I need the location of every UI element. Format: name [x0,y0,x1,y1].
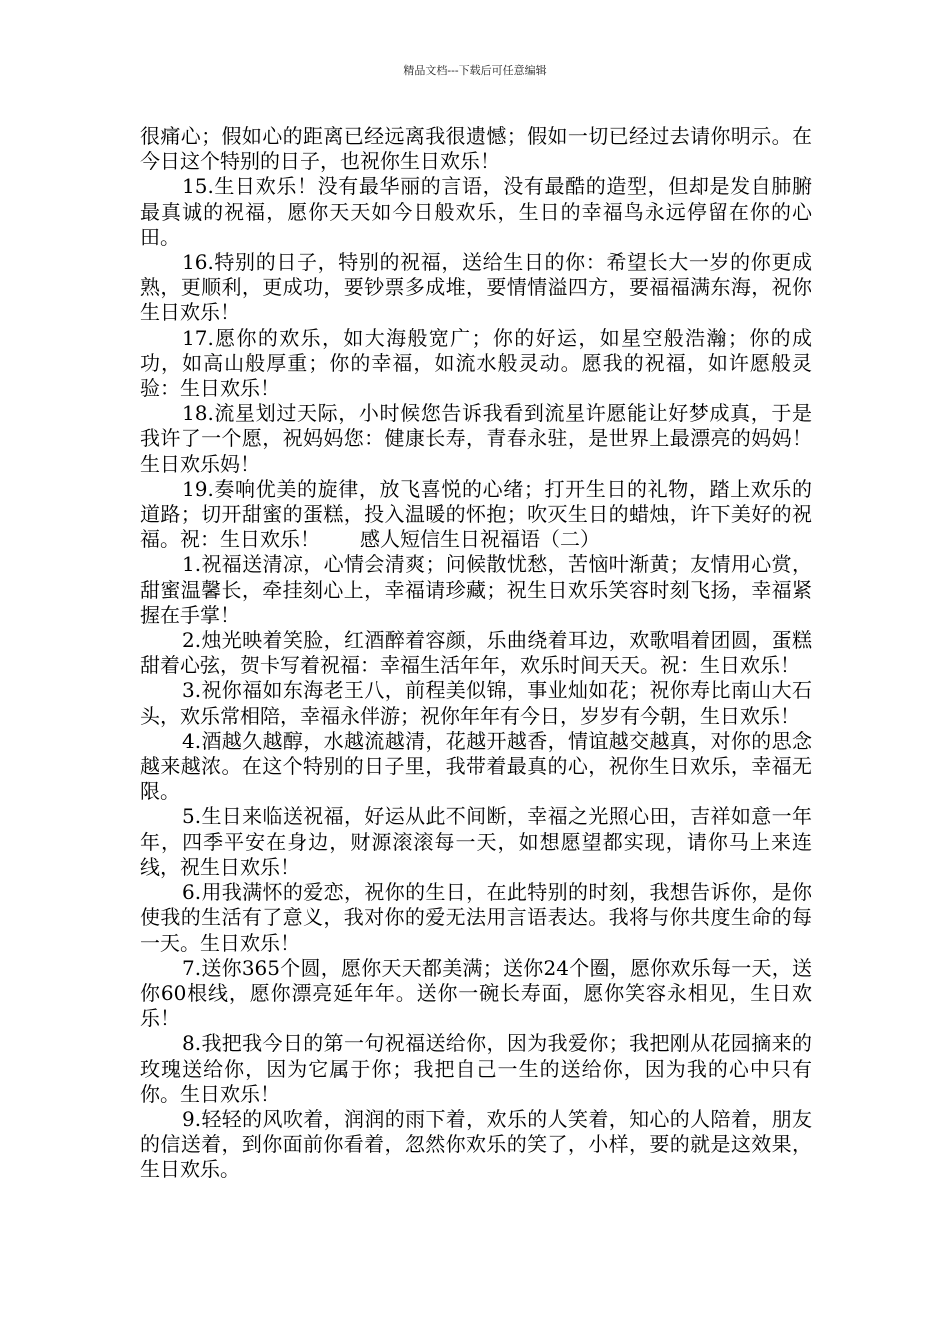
paragraph [140,678,812,728]
paragraph [140,880,812,956]
paragraph-text: 4.酒越久越醇，水越流越清，花越开越香，情谊越交越真，对你的思念越来越浓。在这个特别的日子里，我带着最真的心，祝你生日欢乐，幸福无限。 [140,728,812,804]
paragraph [140,1031,812,1107]
paragraph [140,174,812,250]
paragraph-text: 16.特别的日子，特别的祝福，送给生日的你：希望长大一岁的你更成熟，更顺利，更成功，要钞票多成堆，要情情溢四方，要福福满东海，祝你生日欢乐！ [140,250,812,325]
paragraph [140,956,812,1032]
paragraph-text: 9.轻轻的风吹着，润润的雨下着，欢乐的人笑着，知心的人陪着，朋友的信送着，到你面前你看着，忽然你欢乐的笑了，小样，要的就是这效果，生日欢乐。 [140,1106,812,1182]
document-body [140,124,812,1183]
paragraph-text: 7.送你365个圆，愿你天天都美满；送你24个圈，愿你欢乐每一天，送你60根线，愿你漂亮延年年。送你一碗长寿面，愿你笑容永相见，生日欢乐！ [140,955,812,1031]
paragraph-text: 3.祝你福如东海老王八，前程美似锦，事业灿如花；祝你寿比南山大石头，欢乐常相陪，幸福永伴游；祝你年年有今日，岁岁有今朝，生日欢乐！ [140,678,812,728]
paragraph [140,401,812,477]
paragraph [140,628,812,678]
paragraph-text: 17.愿你的欢乐，如大海般宽广；你的好运，如星空般浩瀚；你的成功，如高山般厚重；你的幸福，如流水般灵动。愿我的祝福，如许愿般灵验：生日欢乐！ [140,325,812,401]
paragraph [140,552,812,628]
paragraph [140,804,812,880]
paragraph-text: 5.生日来临送祝福，好运从此不间断，幸福之光照心田，吉祥如意一年年，四季平安在身边，财源滚滚每一天，如想愿望都实现，请你马上来连线，祝生日欢乐！ [140,804,812,879]
section-title: 感人短信生日祝福语（二） [360,527,600,552]
paragraph-text: 1.祝福送清凉，心情会清爽；问候散忧愁，苦恼叶渐黄；友情用心赏，甜蜜温馨长，牵挂刻心上，幸福请珍藏；祝生日欢乐笑容时刻飞扬，幸福紧握在手掌！ [140,552,812,627]
paragraph-text: 8.我把我今日的第一句祝福送给你，因为我爱你；我把刚从花园摘来的玫瑰送给你，因为它属于你；我把自己一生的送给你，因为我的心中只有你。生日欢乐！ [140,1031,812,1106]
paragraph [140,124,812,174]
paragraph [140,250,812,326]
paragraph-text: 18.流星划过天际，小时候您告诉我看到流星许愿能让好梦成真，于是我许了一个愿，祝妈妈您：健康长寿，青春永驻，是世界上最漂亮的妈妈！生日欢乐妈！ [140,401,812,476]
paragraph-text: 很痛心；假如心的距离已经远离我很遗憾；假如一切已经过去请你明示。在今日这个特别的日子，也祝你生日欢乐！ [140,124,812,174]
paragraph [140,326,812,402]
paragraph-text: 6.用我满怀的爱恋，祝你的生日，在此特别的时刻，我想告诉你，是你使我的生活有了意义，我对你的爱无法用言语表达。我将与你共度生命的每一天。生日欢乐！ [140,880,812,955]
paragraph [140,729,812,805]
paragraph-text: 2.烛光映着笑脸，红酒醉着容颜，乐曲绕着耳边，欢歌唱着团圆，蛋糕甜着心弦，贺卡写着祝福：幸福生活年年，欢乐时间天天。祝：生日欢乐！ [140,628,812,678]
page-header: 精品文档---下载后可任意编辑 [403,64,547,77]
paragraph [140,1107,812,1183]
paragraph-text: 19.奏响优美的旋律，放飞喜悦的心绪；打开生日的礼物，踏上欢乐的道路；切开甜蜜的蛋糕，投入温暖的怀抱；吹灭生日的蜡烛，许下美好的祝福。祝：生日欢乐！ [140,476,812,552]
paragraph-text: 15.生日欢乐！没有最华丽的言语，没有最酷的造型，但却是发自肺腑最真诚的祝福，愿你天天如今日般欢乐，生日的幸福鸟永远停留在你的心田。 [140,174,812,249]
paragraph [140,477,812,553]
